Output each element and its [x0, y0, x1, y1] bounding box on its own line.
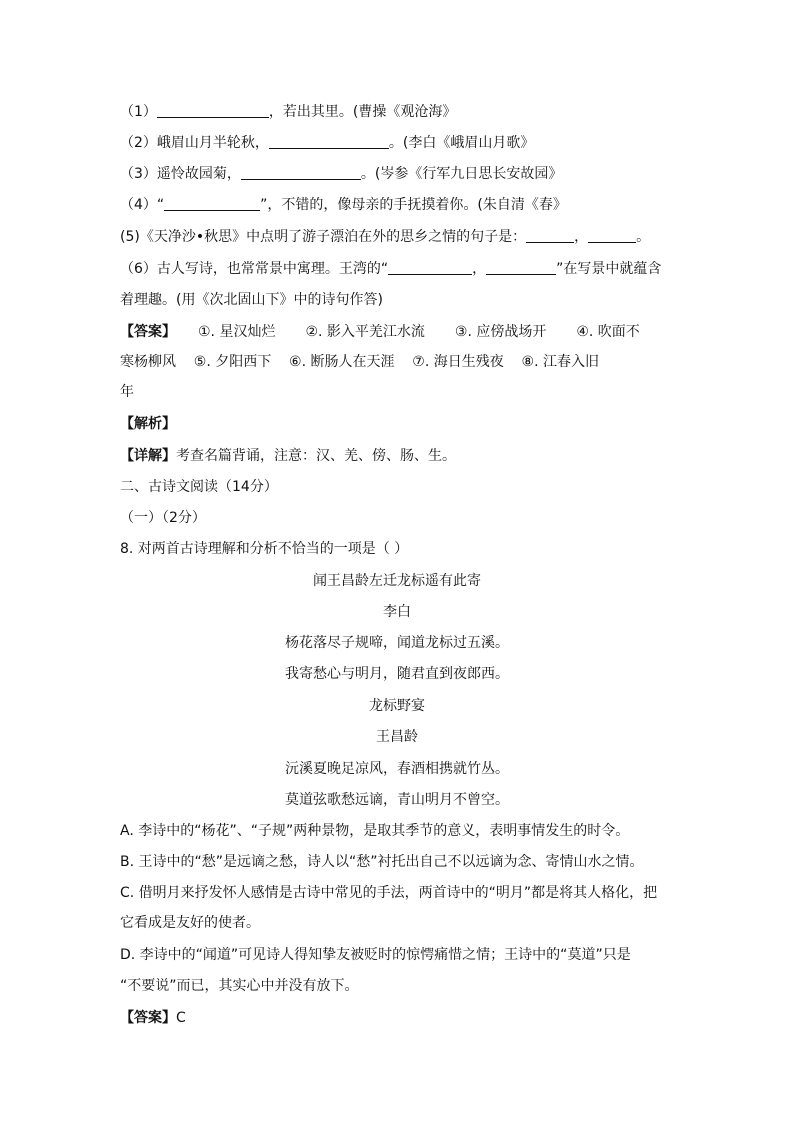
poem2-line: 莫道弦歌愁远谪，青山明月不曾空。 — [285, 792, 509, 808]
poem1-line: 我寄愁心与明月，随君直到夜郎西。 — [285, 666, 509, 682]
poem1-title: 闻王昌龄左迁龙标遥有此寄 — [313, 573, 481, 589]
question-6-line2: 着理趣。(用《次北固山下》中的诗句作答) — [120, 292, 383, 308]
option-d-cont: “不要说”而已，其实心中并没有放下。 — [120, 978, 359, 994]
answer-blank[interactable] — [164, 196, 260, 211]
answer-item: ③. 应傍战场开 — [454, 324, 547, 340]
answer-blank[interactable] — [388, 260, 472, 275]
answer-item: ①. 星汉灿烂 — [198, 324, 276, 340]
question-4: （4）“ ”，不错的，像母亲的手抚摸着你。(朱自清《春》 — [120, 197, 567, 213]
answer-blank[interactable] — [269, 134, 389, 149]
answer-blank[interactable] — [526, 228, 574, 243]
answer-item: ②. 影入平羌江水流 — [305, 324, 425, 340]
poem2-title: 龙标野宴 — [369, 698, 425, 714]
answer-item: ④. 吹面不 — [576, 324, 640, 340]
option-a: A. 李诗中的“杨花”、“子规”两种景物，是取其季节的意义，表明事情发生的时令。 — [120, 823, 630, 839]
option-b: B. 王诗中的“愁”是远谪之愁，诗人以“愁”衬托出自己不以远谪为念、寄情山水之情。 — [120, 854, 644, 870]
answer-label: 【答案】 — [120, 324, 176, 340]
option-c: C. 借明月来抒发怀人感情是古诗中常见的手法，两首诗中的“明月”都是将其人格化，把 — [120, 885, 658, 901]
answer-blank[interactable] — [588, 228, 636, 243]
answer-blank[interactable] — [486, 260, 556, 275]
section-title: 二、古诗文阅读（14分） — [120, 479, 278, 495]
answer-2 — [120, 1008, 680, 1028]
answer-line-3: 年 — [120, 384, 134, 400]
question-2: （2）峨眉山月半轮秋， 。(李白《峨眉山月歌》 — [120, 135, 535, 151]
analysis-detail — [120, 446, 680, 466]
option-d: D. 李诗中的“闻道”可见诗人得知挚友被贬时的惊愕痛惜之情；王诗中的“莫道”只是 — [120, 947, 631, 963]
section-subtitle: （一）（2分） — [120, 510, 206, 526]
answer-blank[interactable] — [157, 103, 269, 118]
poem2-author: 王昌龄 — [376, 729, 418, 745]
option-c-cont: 它看成是友好的使者。 — [120, 915, 260, 931]
poem2-line: 沅溪夏晚足凉风，春酒相携就竹丛。 — [285, 761, 509, 777]
answer-value: C — [176, 1010, 186, 1026]
answer-line-1 — [120, 322, 680, 342]
question-1: （1） ，若出其里。(曹操《观沧海》 — [120, 104, 457, 120]
question-6: （6）古人写诗，也常常景中寓理。王湾的“ ， ”在写景中就蕴含 — [120, 261, 662, 277]
detail-label: 【详解】 — [120, 448, 176, 464]
answer-line-2: 寒杨柳风 ⑤. 夕阳西下 ⑥. 断肠人在天涯 ⑦. 海日生残夜 ⑧. 江春入旧 — [120, 354, 600, 370]
answer-blank[interactable] — [241, 165, 361, 180]
question-5: (5)《天净沙•秋思》中点明了游子漂泊在外的思乡之情的句子是： ， 。 — [120, 229, 651, 245]
analysis-label: 【解析】 — [120, 416, 176, 432]
poem1-line: 杨花落尽子规啼，闻道龙标过五溪。 — [285, 635, 509, 651]
detail-text: 考查名篇背诵，注意：汉、羌、傍、肠、生。 — [176, 448, 456, 464]
answer-label: 【答案】 — [120, 1010, 176, 1026]
question-8-stem: 8. 对两首古诗理解和分析不恰当的一项是（ ） — [120, 541, 409, 557]
poem1-author: 李白 — [383, 604, 411, 620]
question-3: （3）遥怜故园菊， 。(岑参《行军九日思长安故园》 — [120, 166, 563, 182]
